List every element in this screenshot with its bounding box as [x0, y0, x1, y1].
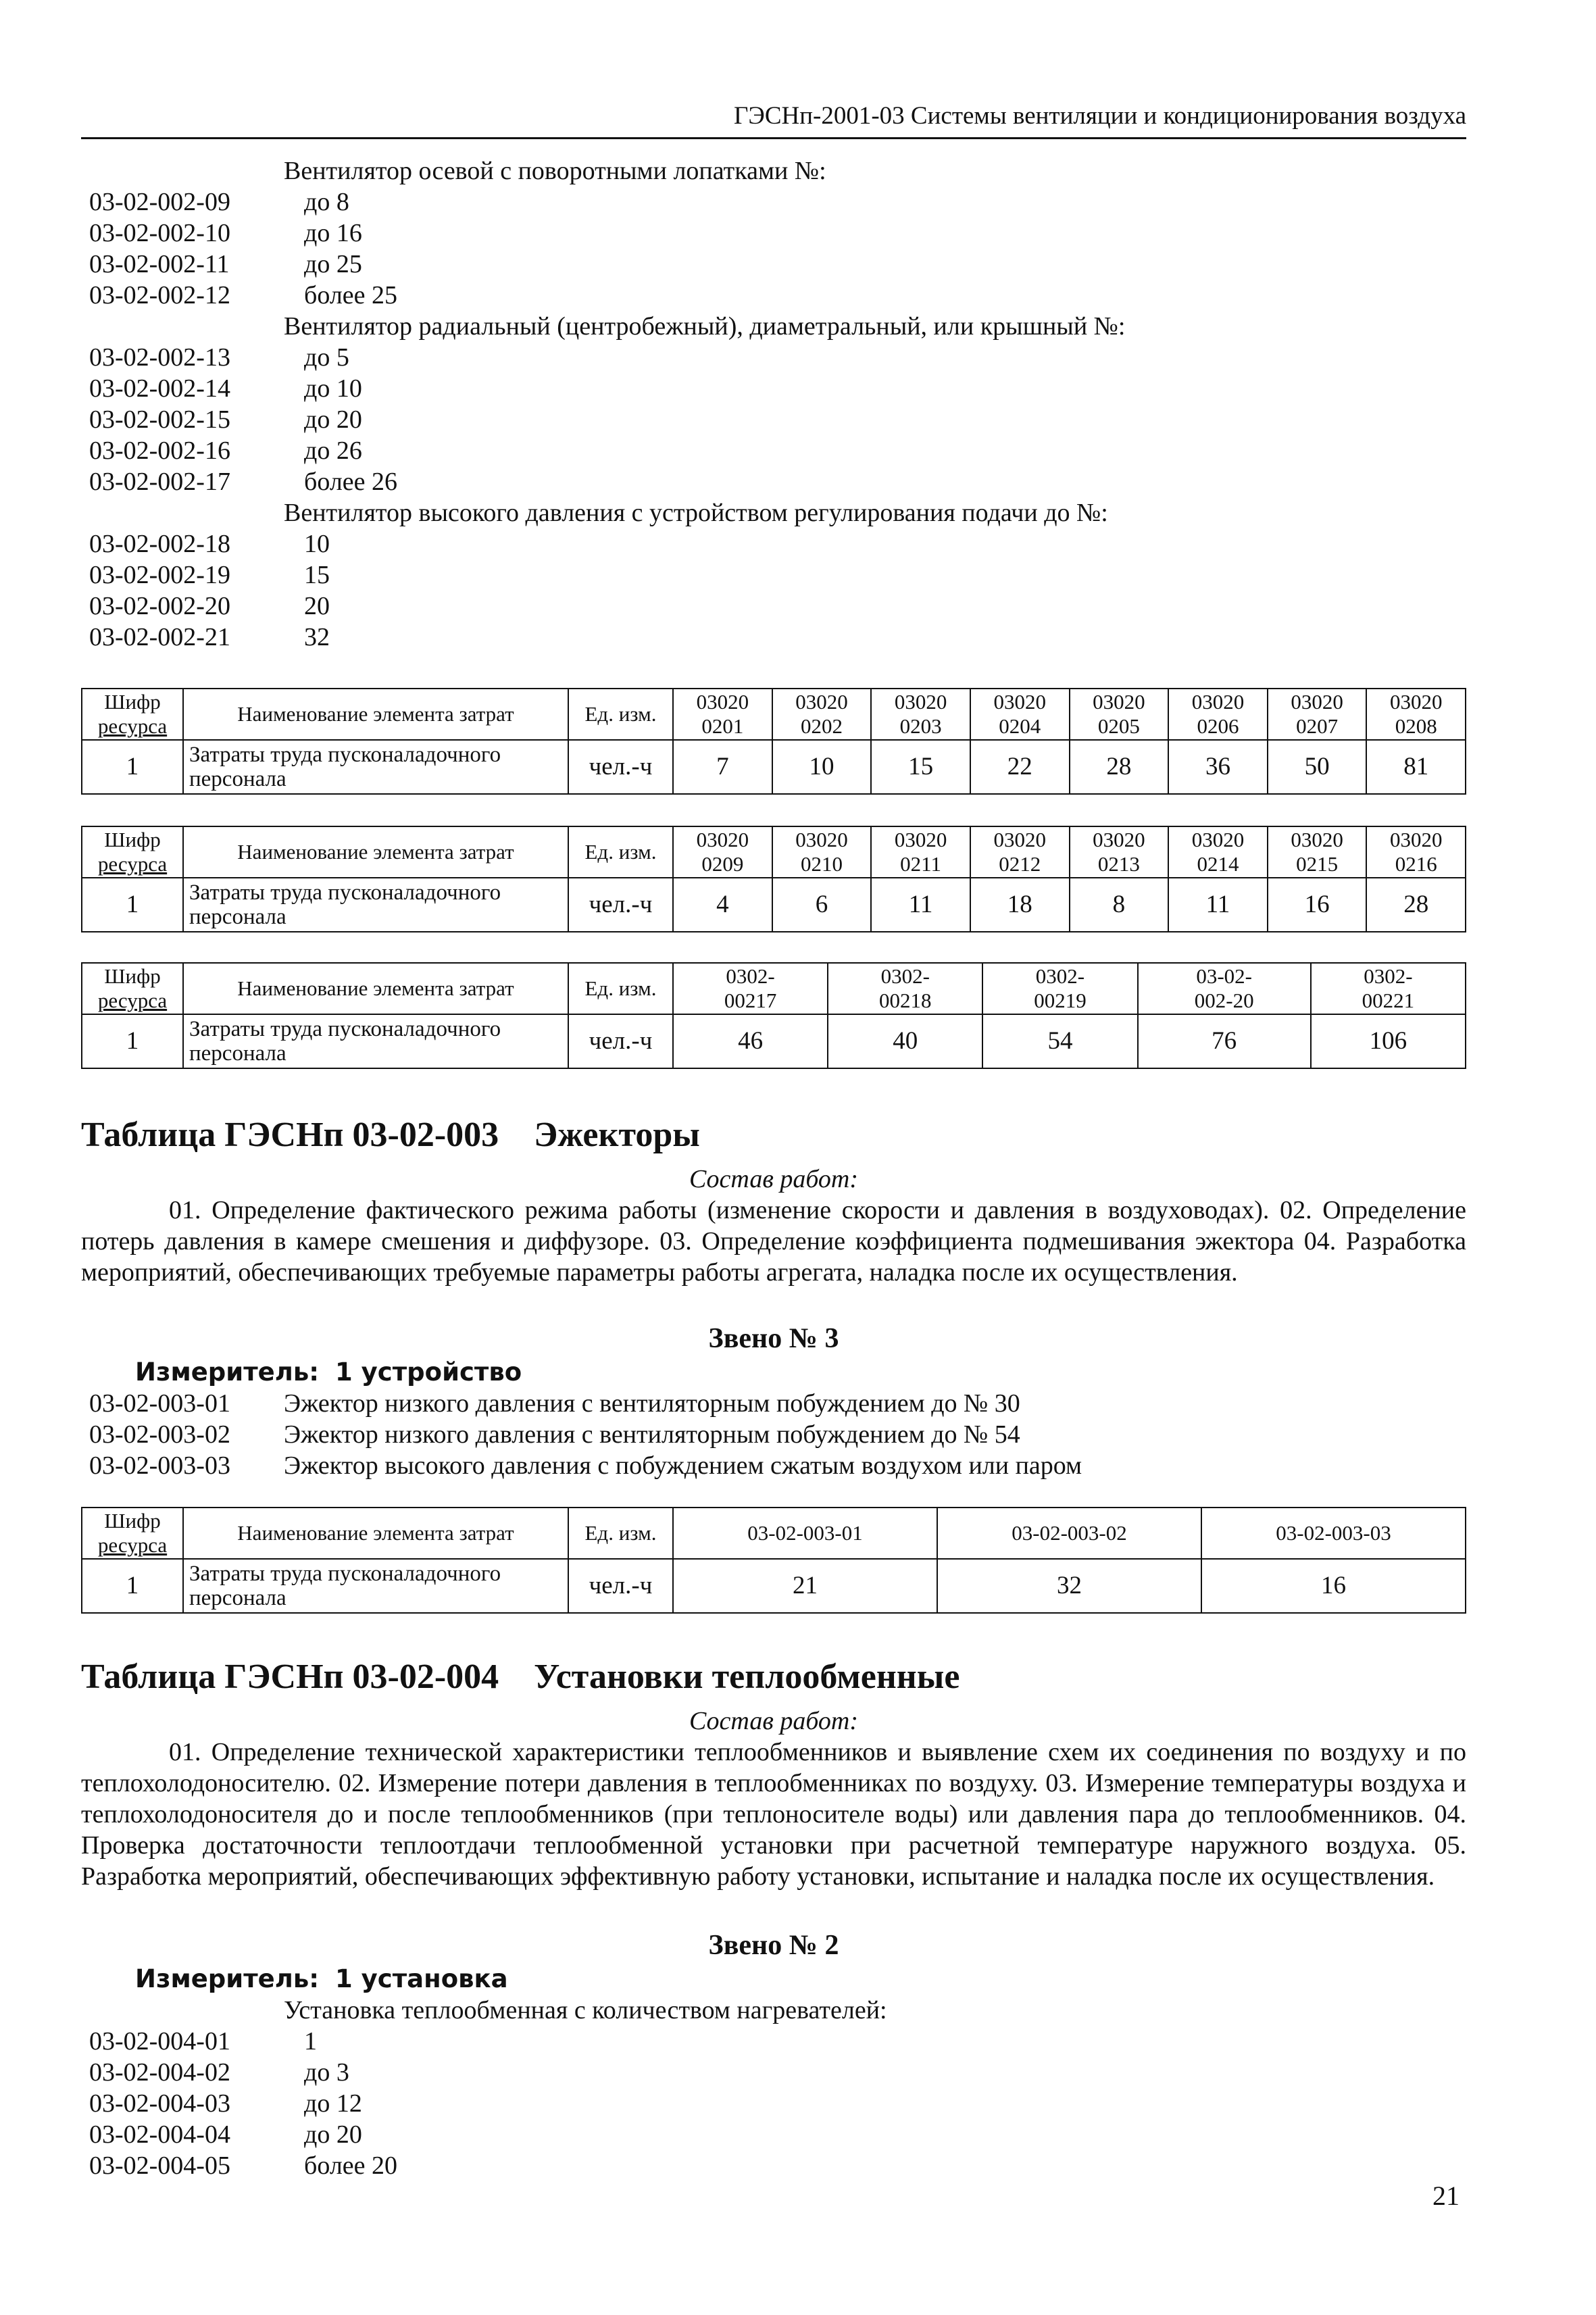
fan-code-list: [81, 155, 1466, 653]
col-code: 03020 0201: [673, 689, 772, 740]
col-code: 0302- 00219: [982, 963, 1137, 1014]
list-item: 03-02-002-17 более 26: [89, 468, 398, 496]
col-code: 03020 0215: [1268, 826, 1367, 878]
col-code: 03-02- 002-20: [1138, 963, 1311, 1014]
table-row: 1 Затраты труда пусконаладочного персонала чел.-ч 21 32 16: [82, 1559, 1466, 1613]
col-code: 0302- 00221: [1311, 963, 1466, 1014]
list-item: 03-02-004-01 1: [89, 2027, 317, 2056]
col-code: 03-02-003-01: [673, 1508, 937, 1559]
izmeritel: Измеритель: 1 установка: [135, 1964, 508, 1993]
col-code: 03020 0204: [970, 689, 1070, 740]
resource-table-2: [81, 826, 1466, 932]
table-row: 1 Затраты труда пусконаладочного персонала чел.-ч 46 40 54 76 106: [82, 1014, 1466, 1068]
zveno-heading: Звено № 2: [708, 1930, 839, 1961]
list-item: 03-02-002-18 10: [89, 530, 330, 558]
header-rule: [81, 137, 1466, 139]
list-item: 03-02-004-02 до 3: [89, 2058, 349, 2087]
sostav-heading: Состав работ:: [689, 1165, 859, 1193]
table-header-row: Шифр ресурса Наименование элемента затрат Ед. изм. 03-02-003-01 03-02-003-02 03-02-003-03: [82, 1508, 1466, 1559]
list-item: 03-02-003-01 Эжектор низкого давления с вентиляторным побуждением до № 30: [89, 1389, 1020, 1418]
col-unit: Ед. изм.: [568, 689, 673, 740]
group-heading-radial: Вентилятор радиальный (центробежный), диаметральный, или крышный №:: [284, 312, 1126, 341]
section-title-004: Таблица ГЭСНп 03-02-004 Установки теплообменные: [81, 1658, 960, 1696]
list-item: 03-02-003-02 Эжектор низкого давления с вентиляторным побуждением до № 54: [89, 1420, 1020, 1449]
izmeritel: Измеритель: 1 устройство: [135, 1358, 522, 1387]
list-item: 03-02-002-13 до 5: [89, 343, 349, 372]
col-code: 03020 0203: [871, 689, 970, 740]
list-item: 03-02-002-12 более 25: [89, 281, 398, 309]
col-code: 03020 0206: [1168, 689, 1268, 740]
list-item: 03-02-002-20 20: [89, 592, 330, 620]
col-code: 03020 0210: [772, 826, 872, 878]
resource-table-003: [81, 1507, 1466, 1614]
col-name: Наименование элемента затрат: [183, 689, 568, 740]
group-heading-high-pressure: Вентилятор высокого давления с устройством регулирования подачи до №:: [284, 499, 1108, 527]
list-item: 03-02-002-09 до 8: [89, 188, 349, 216]
running-header: ГЭСНп-2001-03 Системы вентиляции и кондиционирования воздуха: [734, 102, 1466, 130]
work-description: 01. Определение фактического режима работы (изменение скорости и давления в воздуховодах). 02. Определение потерь давления в камере смешения и диффузоре. 03. Определение коэффициента подмешивания эжектора 04. Разработка мероприятий, обеспечивающих требуемые параметры работы агрегата, наладка после их осуществления.: [81, 1196, 1466, 1287]
col-code: 03020 0212: [970, 826, 1070, 878]
group-heading: Установка теплообменная с количеством нагревателей:: [284, 1996, 887, 2024]
list-item: 03-02-004-03 до 12: [89, 2089, 362, 2118]
sostav-heading: Состав работ:: [689, 1707, 859, 1735]
col-code: 03-02-003-03: [1201, 1508, 1466, 1559]
list-item: 03-02-002-15 до 20: [89, 405, 362, 434]
list-item: 03-02-004-04 до 20: [89, 2120, 362, 2149]
group-heading-axial: Вентилятор осевой с поворотными лопатками №:: [284, 157, 826, 185]
col-code: 03020 0216: [1366, 826, 1466, 878]
section-title-003: Таблица ГЭСНп 03-02-003 Эжекторы: [81, 1116, 700, 1154]
col-code: 03020 0209: [673, 826, 772, 878]
col-code: 03020 0213: [1070, 826, 1169, 878]
col-code: 03020 0205: [1070, 689, 1169, 740]
col-code: 03020 0211: [871, 826, 970, 878]
work-description: 01. Определение технической характеристики теплообменников и выявление схем их соединения по воздуху и по теплохолодоносителю. 02. Измерение потери давления в теплообменниках по воздуху. 03. Измерение температуры воздуха и теплохолодоносителя до и после теплообменников (при теплоносителе воды) или давления пара до теплообменников. 04. Проверка достаточности теплоотдачи теплообменной установки при расчетной температуре наружного воздуха. 05. Разработка мероприятий, обеспечивающих эффективную работу установки, испытание и наладка после их осуществления.: [81, 1738, 1466, 1891]
list-item: 03-02-002-21 32: [89, 623, 330, 651]
list-item: 03-02-003-03 Эжектор высокого давления с побуждением сжатым воздухом или паром: [89, 1451, 1082, 1480]
list-item: 03-02-002-16 до 26: [89, 437, 362, 465]
col-code: 03020 0208: [1366, 689, 1466, 740]
list-item: 03-02-002-14 до 10: [89, 374, 362, 403]
col-code: 03020 0207: [1268, 689, 1367, 740]
col-shifr: Шифр ресурса: [82, 689, 183, 740]
list-item: 03-02-004-05 более 20: [89, 2151, 398, 2180]
zveno-heading: Звено № 3: [708, 1323, 839, 1354]
resource-table-1: [81, 688, 1466, 795]
heat-exchanger-list: [81, 1995, 1466, 2181]
resource-table-3: [81, 962, 1466, 1069]
col-code: 0302- 00218: [828, 963, 982, 1014]
list-item: 03-02-002-19 15: [89, 561, 330, 589]
col-code: 0302- 00217: [673, 963, 828, 1014]
col-code: 03020 0214: [1168, 826, 1268, 878]
table-row: 1 Затраты труда пусконаладочного персонала чел.-ч 7 10 15 22 28 36 50 81: [82, 740, 1466, 794]
ejector-list: [81, 1388, 1466, 1481]
table-header-row: [82, 689, 1466, 740]
list-item: 03-02-002-10 до 16: [89, 219, 362, 247]
col-code: 03-02-003-02: [937, 1508, 1201, 1559]
page-number: 21: [1432, 2181, 1460, 2211]
table-header-row: Шифр ресурса Наименование элемента затрат Ед. изм. 0302- 00217 0302- 00218 0302- 00219 03-02- 002-20 0302- 00221: [82, 963, 1466, 1014]
table-header-row: Шифр ресурса Наименование элемента затрат Ед. изм. 03020 0209 03020 0210 03020 0211 03020 0212 03020 0213 03020 0214 03020 0215 03020 0216: [82, 826, 1466, 878]
table-row: 1 Затраты труда пусконаладочного персонала чел.-ч 4 6 11 18 8 11 16 28: [82, 878, 1466, 932]
col-code: 03020 0202: [772, 689, 872, 740]
list-item: 03-02-002-11 до 25: [89, 250, 362, 278]
